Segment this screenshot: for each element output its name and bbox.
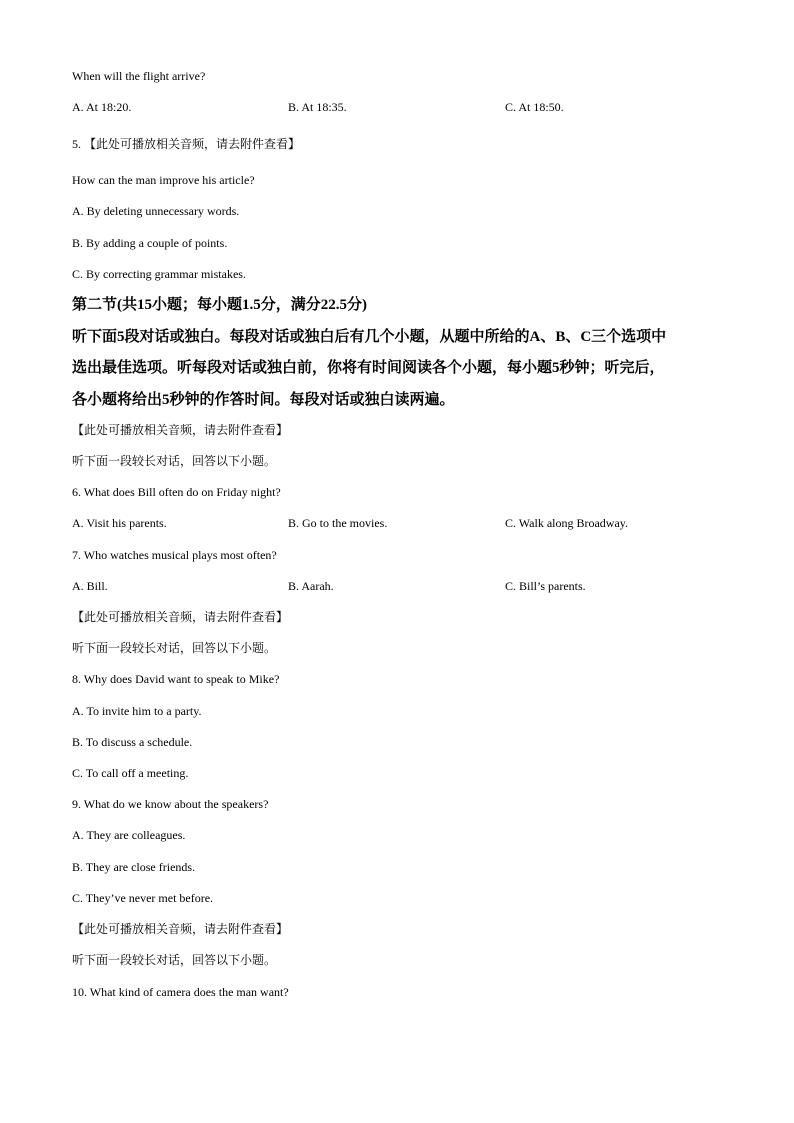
question-6: 6. What does Bill often do on Friday night?	[72, 485, 281, 499]
option-b: B. Aarah.	[288, 579, 334, 593]
option-a: A. Bill.	[72, 579, 108, 593]
question-8: 8. Why does David want to speak to Mike?	[72, 672, 280, 686]
dialog-1-intro: 听下面一段较长对话，回答以下小题。	[72, 454, 277, 468]
question-5: How can the man improve his article?	[72, 173, 255, 187]
question-4-options	[72, 99, 732, 115]
audio-note-dialog-3: 【此处可播放相关音频，请去附件查看】	[72, 922, 289, 936]
option-c: C. They’ve never met before.	[72, 891, 214, 905]
option-b: B. Go to the movies.	[288, 516, 388, 530]
question-7: 7. Who watches musical plays most often?	[72, 548, 277, 562]
instructions-line-3: 各小题将给出5秒钟的作答时间。每段对话或独白读两遍。	[72, 392, 455, 408]
option-c: C. Bill’s parents.	[505, 579, 586, 593]
question-9: 9. What do we know about the speakers?	[72, 797, 269, 811]
audio-note-dialog-1: 【此处可播放相关音频，请去附件查看】	[72, 423, 289, 437]
option-a: A. To invite him to a party.	[72, 704, 202, 718]
option-c: C. To call off a meeting.	[72, 766, 189, 780]
dialog-3-intro: 听下面一段较长对话，回答以下小题。	[72, 953, 277, 967]
question-6-options	[72, 515, 732, 531]
dialog-2-intro: 听下面一段较长对话，回答以下小题。	[72, 641, 277, 655]
option-b: B. At 18:35.	[288, 100, 347, 114]
audio-note-dialog-2: 【此处可播放相关音频，请去附件查看】	[72, 610, 289, 624]
option-b: B. They are close friends.	[72, 860, 196, 874]
option-c: C. By correcting grammar mistakes.	[72, 267, 246, 281]
option-a: A. By deleting unnecessary words.	[72, 204, 240, 218]
option-c: C. Walk along Broadway.	[505, 516, 629, 530]
option-a: A. Visit his parents.	[72, 516, 167, 530]
option-a: A. At 18:20.	[72, 100, 132, 114]
question-10: 10. What kind of camera does the man want?	[72, 985, 289, 999]
question-4: When will the flight arrive?	[72, 69, 206, 83]
instructions-line-1: 听下面5段对话或独白。每段对话或独白后有几个小题，从题中所给的A、B、C三个选项中	[72, 329, 667, 345]
option-c: C. At 18:50.	[505, 100, 564, 114]
instructions-line-2: 选出最佳选项。听每段对话或独白前，你将有时间阅读各个小题，每小题5秒钟；听完后，	[72, 360, 665, 376]
option-a: A. They are colleagues.	[72, 828, 186, 842]
option-b: B. To discuss a schedule.	[72, 735, 193, 749]
section-heading: 第二节(共15小题；每小题1.5分，满分22.5分)	[72, 297, 367, 313]
option-b: B. By adding a couple of points.	[72, 236, 228, 250]
question-7-options	[72, 578, 732, 594]
audio-note-q5: 5. 【此处可播放相关音频，请去附件查看】	[72, 137, 301, 151]
